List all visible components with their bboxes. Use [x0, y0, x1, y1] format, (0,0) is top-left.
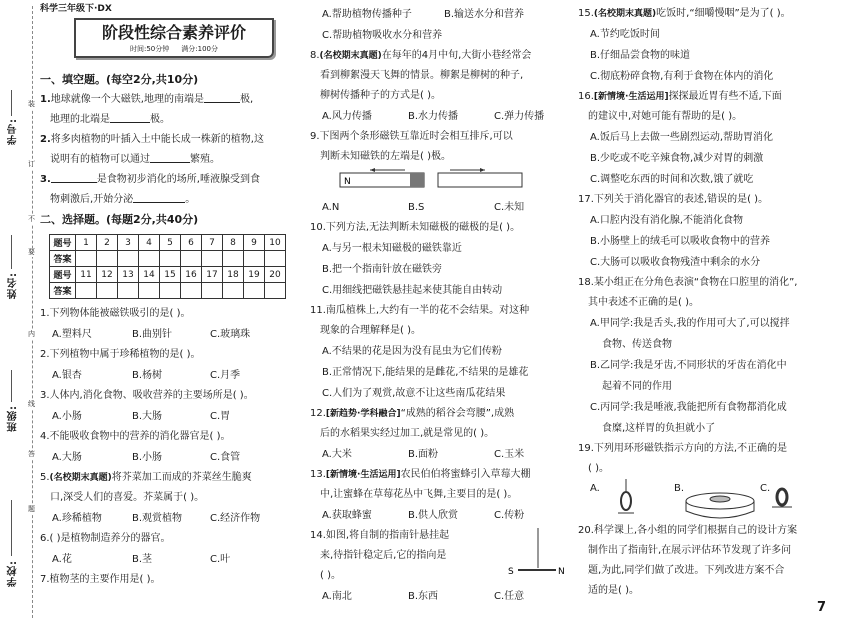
table-cell: 6 — [181, 235, 202, 251]
answer-cell[interactable] — [139, 283, 160, 299]
q-text: 说明有的植物可以通过 — [50, 154, 150, 165]
option[interactable]: B.曲别针 — [132, 329, 173, 340]
table-cell: 4 — [139, 235, 160, 251]
question-18-option-b-cont — [578, 376, 840, 397]
school-line — [11, 500, 12, 556]
option[interactable]: A.节约吃饭时间 — [590, 29, 660, 40]
answer-cell[interactable] — [160, 251, 181, 267]
question-8 — [310, 46, 572, 66]
question-9-line2: 判断未知磁铁的左端是( )极。 — [320, 151, 451, 162]
fill-q1-line2 — [40, 110, 302, 130]
question-5-options — [40, 508, 302, 529]
column-3 — [578, 4, 840, 601]
answer-blank[interactable] — [204, 92, 240, 103]
option[interactable]: A.与另一根未知磁极的磁铁靠近 — [322, 243, 462, 254]
table-cell: 5 — [160, 235, 181, 251]
option[interactable]: A.不结果的花是因为没有昆虫为它们传粉 — [322, 346, 502, 357]
q-source-tag: [新情境·生活运用] — [593, 92, 669, 102]
answer-cell[interactable] — [76, 251, 97, 267]
compass-figure — [498, 526, 568, 586]
question-15-option-a — [578, 24, 840, 45]
question-12 — [310, 404, 572, 424]
option[interactable]: B.杨树 — [132, 370, 163, 381]
cut-char: 装 — [28, 100, 35, 108]
page-title: 阶段性综合素养评价 — [101, 23, 246, 42]
q-source-tag: [新情境·生活运用] — [325, 470, 401, 480]
q-text: 是食物初步消化的场所,唾液腺受到食 — [96, 174, 260, 185]
question-7-options — [310, 4, 572, 25]
q-num: 1. — [40, 94, 51, 105]
question-12-line2: 后的水稻果实经过加工,就是常见的( )。 — [320, 428, 495, 439]
q-text: 地理的北端是 — [50, 114, 110, 125]
answer-cell[interactable] — [202, 283, 223, 299]
table-header: 答案 — [50, 283, 76, 299]
option[interactable]: B.小肠 — [132, 452, 163, 463]
page-number: 7 — [816, 600, 826, 615]
table-cell: 15 — [160, 267, 181, 283]
question-16 — [578, 87, 840, 107]
question-18-option-a — [578, 313, 840, 334]
option[interactable]: C.人们为了观赏,故意不让这些南瓜花结果 — [322, 388, 506, 399]
option[interactable]: C.大肠可以吸收食物残渣中剩余的水分 — [590, 257, 761, 268]
table-cell: 10 — [265, 235, 286, 251]
option[interactable]: B.正常情况下,能结果的是雌花,不结果的是雄花 — [322, 367, 529, 378]
question-7-options-2 — [310, 25, 572, 46]
question-3: 3.人体内,消化食物、吸收营养的主要场所是( )。 — [40, 390, 254, 401]
q-source-tag: (名校期末真题) — [319, 51, 382, 61]
question-7: 7.植物茎的主要作用是( )。 — [40, 574, 161, 585]
q-num: 8. — [310, 50, 320, 61]
table-header: 题号 — [50, 235, 76, 251]
option[interactable]: B.水力传播 — [408, 111, 459, 122]
magnet-n-label: N — [344, 177, 351, 187]
answer-cell[interactable] — [139, 251, 160, 267]
answer-cell[interactable] — [181, 251, 202, 267]
option[interactable]: A.获取蜂蜜 — [322, 510, 372, 521]
fill-q3-line2 — [40, 190, 302, 210]
fill-q2-line2 — [40, 150, 302, 170]
answer-cell[interactable] — [181, 283, 202, 299]
table-row — [50, 235, 286, 251]
unknown-magnet — [438, 173, 522, 187]
question-10-option-b — [310, 259, 572, 280]
option-cont: 食物、传送食物 — [602, 339, 672, 350]
question-15-option-b — [578, 45, 840, 66]
question-20: 20.科学课上,各小组的同学们根据自己的设计方案 — [578, 525, 798, 536]
table-cell: 18 — [223, 267, 244, 283]
table-row — [50, 251, 286, 267]
option[interactable]: A.风力传播 — [322, 111, 372, 122]
option[interactable]: C.未知 — [494, 202, 525, 213]
question-2-options — [40, 365, 302, 386]
column-2 — [310, 4, 572, 607]
option[interactable]: A.小肠 — [52, 411, 82, 422]
option[interactable]: A.珍稀植物 — [52, 513, 102, 524]
question-12-options — [310, 444, 572, 465]
q-text: “成熟的稻谷会弯腰”,成熟 — [400, 408, 515, 419]
q-text: 。 — [185, 194, 196, 205]
option[interactable]: A.大肠 — [52, 452, 82, 463]
question-18-option-a-cont — [578, 334, 840, 355]
question-10: 10.下列方法,无法判断未知磁极的磁极的是( )。 — [310, 222, 521, 233]
q-text: 极, — [239, 94, 254, 105]
table-cell: 2 — [97, 235, 118, 251]
option[interactable]: C.用细线把磁铁悬挂起来使其能自由转动 — [322, 285, 503, 296]
question-19-line2: ( )。 — [588, 463, 609, 474]
option[interactable]: B.小肠壁上的绒毛可以吸收食物中的营养 — [590, 236, 771, 247]
table-cell: 14 — [139, 267, 160, 283]
cut-char: 内 — [28, 330, 35, 338]
answer-cell[interactable] — [118, 251, 139, 267]
answer-cell[interactable] — [97, 251, 118, 267]
arrow-right-head — [480, 168, 485, 172]
table-cell: 16 — [181, 267, 202, 283]
question-13-line2: 中,让蜜蜂在草莓花丛中飞舞,主要目的是( )。 — [320, 489, 518, 500]
option[interactable]: A. — [590, 483, 600, 494]
option[interactable]: C.月季 — [210, 370, 241, 381]
table-cell: 19 — [244, 267, 265, 283]
question-13 — [310, 465, 572, 485]
answer-cell[interactable] — [223, 251, 244, 267]
answer-blank[interactable] — [133, 192, 185, 203]
q-num: 16. — [578, 91, 594, 102]
answer-cell[interactable] — [244, 283, 265, 299]
q-source-tag: [新趋势·学科融合] — [325, 409, 401, 419]
question-5-line2: 口,深受人们的喜爱。芥菜属于( )。 — [50, 492, 205, 503]
option[interactable]: B.供人欣赏 — [408, 510, 459, 521]
option[interactable]: B.把一个指南针放在磁铁旁 — [322, 264, 443, 275]
question-18-option-b — [578, 355, 840, 376]
cut-char: 线 — [28, 400, 35, 408]
answer-cell[interactable] — [160, 283, 181, 299]
ring-magnet-float-icon — [682, 479, 762, 521]
question-18-option-c-cont — [578, 418, 840, 439]
table-cell: 1 — [76, 235, 97, 251]
option-cont: 食糜,这样胃的负担就小了 — [602, 423, 716, 434]
q-num: 12. — [310, 408, 326, 419]
cut-char: 不 — [28, 215, 35, 223]
question-17-option-c — [578, 252, 840, 273]
question-15-option-c — [578, 66, 840, 87]
question-8-line3: 柳树传播种子的方式是( )。 — [320, 90, 441, 101]
q-num: 15. — [578, 8, 594, 19]
option[interactable]: A.花 — [52, 554, 72, 565]
question-18: 18.某小组正在分角色表演“食物在口腔里的消化”, — [578, 277, 798, 288]
table-cell: 13 — [118, 267, 139, 283]
question-17: 17.下列关于消化器官的表述,错误的是( )。 — [578, 194, 769, 205]
cut-char: 答 — [28, 450, 35, 458]
table-header: 答案 — [50, 251, 76, 267]
table-cell: 12 — [97, 267, 118, 283]
option[interactable]: C.任意 — [494, 591, 525, 602]
option[interactable]: C.玉米 — [494, 449, 525, 460]
answer-cell[interactable] — [76, 283, 97, 299]
option[interactable]: C. — [760, 483, 771, 494]
compass-s-label: S — [508, 567, 514, 577]
option[interactable]: B.S — [408, 202, 425, 213]
option[interactable]: A.口腔内没有消化腺,不能消化食物 — [590, 215, 744, 226]
option[interactable]: C.弹力传播 — [494, 111, 545, 122]
option[interactable]: B. — [674, 483, 685, 494]
answer-blank[interactable] — [51, 172, 97, 183]
question-20-line4: 适的是( )。 — [588, 585, 639, 596]
question-11-line2: 现象的合理解释是( )。 — [320, 325, 421, 336]
cut-line — [32, 6, 33, 618]
student-id-line — [11, 90, 12, 116]
option[interactable]: C.食管 — [210, 452, 241, 463]
option[interactable]: A.银杏 — [52, 370, 82, 381]
q-text: 将多肉植物的叶插入土中能长成一株新的植物,这 — [50, 134, 264, 145]
option[interactable]: B.输送水分和营养 — [444, 9, 525, 20]
option[interactable]: B.大肠 — [132, 411, 163, 422]
option[interactable]: A.塑料尺 — [52, 329, 92, 340]
table-header: 题号 — [50, 267, 76, 283]
question-16-line2: 的建议中,对她可能有帮助的是( )。 — [588, 111, 743, 122]
answer-cell[interactable] — [97, 283, 118, 299]
q-source-tag: (名校期末真题) — [49, 473, 112, 483]
question-14-line2: 来,待指针稳定后,它的指向是 — [320, 550, 447, 561]
cut-char: 要 — [28, 248, 35, 256]
option[interactable]: C.传粉 — [494, 510, 525, 521]
option[interactable]: B.乙同学:我是牙齿,不同形状的牙齿在消化中 — [590, 360, 787, 371]
answer-blank[interactable] — [150, 152, 190, 163]
question-16-option-c — [578, 169, 840, 190]
table-row — [50, 267, 286, 283]
answer-cell[interactable] — [118, 283, 139, 299]
question-9: 9.下图两个条形磁铁互靠近时会相互排斥,可以 — [310, 131, 513, 142]
question-16-option-b — [578, 148, 840, 169]
q-text: 地球就像一个大磁铁,地理的南端是 — [50, 94, 204, 105]
option[interactable]: A.南北 — [322, 591, 352, 602]
q-text: 物刺激后,开始分泌 — [50, 194, 134, 205]
question-9-options — [310, 197, 572, 218]
answer-table — [49, 234, 286, 299]
school-label: 学校: — [8, 560, 19, 587]
fill-q3 — [40, 170, 302, 190]
question-14-block — [310, 526, 572, 586]
column-1 — [40, 4, 302, 590]
question-13-options — [310, 505, 572, 526]
q-text: 极。 — [150, 114, 170, 125]
question-11-option-c — [310, 383, 572, 404]
name-line — [11, 235, 12, 269]
option-cont: 起着不同的作用 — [602, 381, 672, 392]
q-num: 13. — [310, 469, 326, 480]
student-id-label: 学号: — [8, 118, 19, 145]
option[interactable]: B.少吃或不吃辛辣食物,减少对胃的刺激 — [590, 153, 764, 164]
table-cell: 11 — [76, 267, 97, 283]
option[interactable]: B.仔细品尝食物的味道 — [590, 50, 691, 61]
question-17-option-b — [578, 231, 840, 252]
cut-char: 题 — [28, 505, 35, 513]
question-14: 14.如图,将自制的指南针悬挂起 — [310, 530, 450, 541]
ring-magnet-hanging-icon — [614, 479, 644, 521]
option[interactable]: A.甲同学:我是舌头,我的作用可大了,可以搅拌 — [590, 318, 790, 329]
question-17-option-a — [578, 210, 840, 231]
fill-q2 — [40, 130, 302, 150]
q-text: 探探最近胃有些不适,下面 — [668, 91, 782, 102]
question-16-option-a — [578, 127, 840, 148]
magnet-pole-shade — [410, 173, 424, 187]
question-8-options — [310, 106, 572, 127]
answer-cell[interactable] — [223, 283, 244, 299]
question-10-option-c — [310, 280, 572, 301]
title-subline — [76, 44, 272, 55]
cut-char: 订 — [28, 160, 35, 168]
q-num: 2. — [40, 134, 51, 145]
fill-q1 — [40, 90, 302, 110]
question-6-options — [40, 549, 302, 570]
q-source-tag: (名校期末真题) — [593, 9, 657, 19]
compass-n-label: N — [558, 567, 565, 577]
section-choice-title: 二、选择题。(每题2分,共40分) — [40, 213, 199, 226]
table-cell: 7 — [202, 235, 223, 251]
question-18-option-c — [578, 397, 840, 418]
question-15 — [578, 4, 840, 24]
question-20-line2: 制作出了指南针,在展示评估环节发现了许多问 — [588, 545, 792, 556]
option[interactable]: C.胃 — [210, 411, 231, 422]
option[interactable]: A.N — [322, 202, 340, 213]
section-fill-title: 一、填空题。(每空2分,共10分) — [40, 73, 199, 86]
q-text: 在每年的4月中旬,大街小巷经常会 — [381, 50, 532, 61]
question-10-option-a — [310, 238, 572, 259]
class-line — [11, 370, 12, 402]
q-num: 3. — [40, 174, 51, 185]
option[interactable]: B.茎 — [132, 554, 153, 565]
name-label: 姓名: — [8, 272, 19, 299]
ring-magnet-standing-icon — [770, 479, 800, 521]
arrow-left-head — [370, 168, 375, 172]
option[interactable]: A.饭后马上去做一些剧烈运动,帮助胃消化 — [590, 132, 774, 143]
table-cell: 8 — [223, 235, 244, 251]
binding-margin — [0, 0, 40, 623]
question-1-options — [40, 324, 302, 345]
question-14-line3: ( )。 — [320, 570, 341, 581]
question-11: 11.南瓜植株上,大约有一半的花不会结果。对这种 — [310, 305, 530, 316]
option[interactable]: B.面粉 — [408, 449, 439, 460]
time-limit: 时间:50分钟 — [130, 45, 170, 53]
class-label: 班级: — [8, 405, 19, 432]
option[interactable]: C.丙同学:我是唾液,我能把所有食物都消化成 — [590, 402, 787, 413]
question-8-line2: 看到柳絮漫天飞舞的情景。柳絮是柳树的种子, — [320, 70, 524, 81]
table-cell: 9 — [244, 235, 265, 251]
answer-cell[interactable] — [265, 251, 286, 267]
table-cell: 17 — [202, 267, 223, 283]
question-4-options — [40, 447, 302, 468]
answer-blank[interactable] — [110, 112, 150, 123]
q-text: 繁殖。 — [190, 154, 220, 165]
q-text: 将芥菜加工而成的芥菜丝生脆爽 — [111, 472, 252, 483]
option[interactable]: C.玻璃珠 — [210, 329, 251, 340]
option[interactable]: C.彻底粉碎食物,有利于食物在体内的消化 — [590, 71, 774, 82]
table-cell: 20 — [265, 267, 286, 283]
question-1: 1.下列物体能被磁铁吸引的是( )。 — [40, 308, 191, 319]
option[interactable]: A.帮助植物传播种子 — [322, 9, 412, 20]
table-row — [50, 283, 286, 299]
option[interactable]: C.叶 — [210, 554, 231, 565]
option[interactable]: C.经济作物 — [210, 513, 261, 524]
answer-cell[interactable] — [244, 251, 265, 267]
magnets-figure — [310, 167, 570, 193]
question-18-line2: 其中表述不正确的是( )。 — [588, 297, 699, 308]
title-box — [74, 18, 274, 58]
question-19-figures — [578, 479, 840, 521]
question-3-options — [40, 406, 302, 427]
answer-cell[interactable] — [265, 283, 286, 299]
question-2: 2.下列植物中属于珍稀植物的是( )。 — [40, 349, 201, 360]
question-6: 6.( )是植物制造养分的器官。 — [40, 533, 171, 544]
question-5 — [40, 468, 302, 488]
question-20-line3: 题,为此,同学们做了改进。下列改进方案不合 — [588, 565, 785, 576]
question-14-options — [310, 586, 572, 607]
q-text: 农民伯伯将蜜蜂引入草莓大棚 — [400, 469, 531, 480]
q-num: 5. — [40, 472, 50, 483]
full-score: 满分:100分 — [181, 45, 218, 53]
option[interactable]: B.观赏植物 — [132, 513, 183, 524]
answer-cell[interactable] — [202, 251, 223, 267]
question-11-option-b — [310, 362, 572, 383]
question-19: 19.下列用环形磁铁指示方向的方法,不正确的是 — [578, 443, 788, 454]
q-text: 吃饭时,“细嚼慢咽”是为了( )。 — [656, 8, 791, 19]
question-4: 4.不能吸收食物中的营养的消化器官是( )。 — [40, 431, 231, 442]
option[interactable]: C.调整吃东西的时间和次数,饿了就吃 — [590, 174, 754, 185]
book-header: 科学三年级下·DX — [40, 4, 112, 14]
option[interactable]: C.帮助植物吸收水分和营养 — [322, 30, 443, 41]
option[interactable]: A.大米 — [322, 449, 352, 460]
table-cell: 3 — [118, 235, 139, 251]
option[interactable]: B.东西 — [408, 591, 439, 602]
question-11-option-a — [310, 341, 572, 362]
